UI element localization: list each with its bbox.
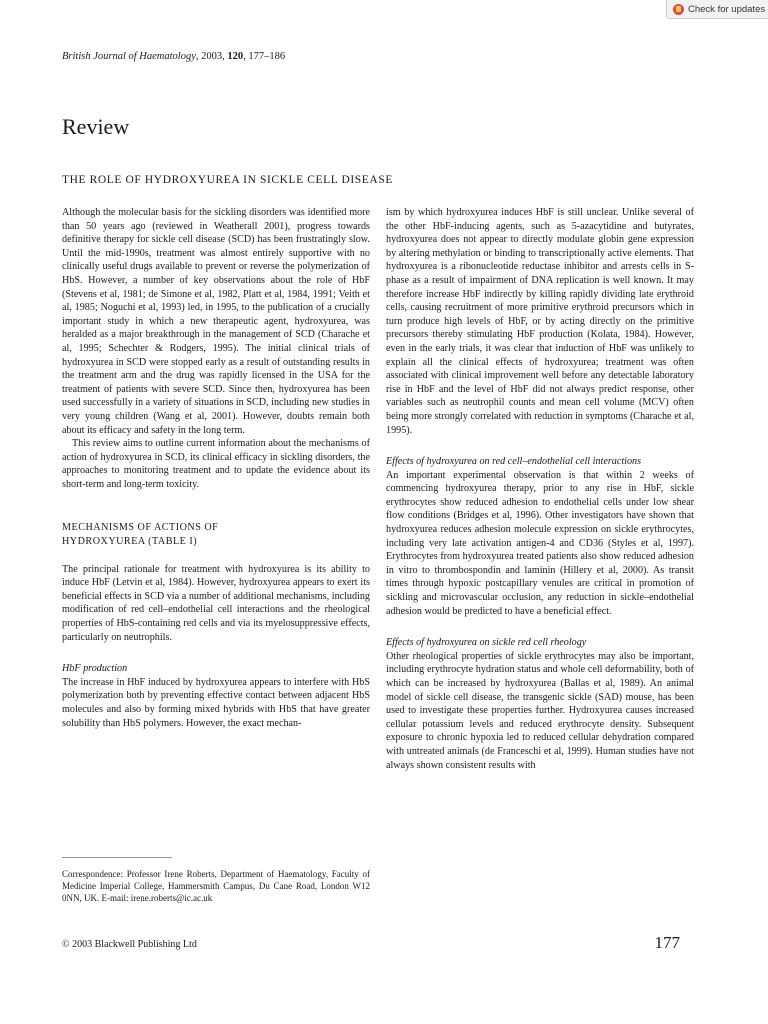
endothelial-heading: Effects of hydroxyurea on red cell–endothelial cell interactions <box>386 456 642 468</box>
page-number: 177 <box>654 933 680 952</box>
article-title: THE ROLE OF HYDROXYUREA IN SICKLE CELL DISEASE <box>62 174 393 186</box>
journal-volume: 120 <box>227 51 244 62</box>
check-for-updates-label: Check for updates <box>688 3 766 15</box>
intro-paragraph-1: Although the molecular basis for the sickling disorders was identified more than 50 years ago (reviewed in Weatherall 2001), progress towards definitive therapy for sickle cell disease (SCD) has been frustratingly slow. Until the mid-1990s, treatment was almost entirely supportive with no clinically useful drugs available to prevent or reverse the polymerization of HbS. However, a number of key observations about the role of HbF (Stevens et al, 1981; de Simone et al, 1982, Platt et al, 1984, 1991; Veith et al, 1985; Noguchi et al, 1993) led, in 1995, to the publication of a crucially important study in which a new therapeutic agent, hydroxyurea, was heralded as a major breakthrough in the management of SCD (Charache et al, 1995; Schechter & Rodgers, 1995). The initial clinical trials of hydroxyurea in SCD were stopped early as a result of outstanding results in the treatment arm and the drug was rapidly licensed in the USA for the treatment of patients with severe SCD. Since then, hydroxyurea has been used successfully in a variety of situations in SCD, including new studies in very young children (Wang et al, 2001). However, doubts remain both about its efficacy and safety in the long term. <box>62 207 370 436</box>
hbf-production-paragraph: The increase in HbF induced by hydroxyurea appears to interfere with HbS polymerization both by preventing effective contact between adjacent HbS molecules and also by forming mixed hybrids with HbS that have greater solubility than HbS polymers. However, the exact mechan- <box>62 676 370 729</box>
rheology-paragraph: Other rheological properties of sickle erythrocytes may also be important, including erythrocyte hydration status and whole cell deformability, both of which can be increased by hydroxyurea (Ballas et al, 1989). An animal model of sickle cell disease, the transgenic sickle (SAD) mouse, has been used to investigate these properties further. Hydroxyurea causes increased cellular potassium levels and reduced erythrocyte density. Subsequent exposure to chronic hypoxia led to reduced cellular dehydration compared with untreated animals (de Franceschi et al, 1999). Human studies have not always shown consistent results with <box>386 650 694 771</box>
intro-paragraph-2: This review aims to outline current information about the mechanisms of action of hydroxyurea in SCD, its clinical efficacy in sickling disorders, the approaches to monitoring treatment and to update the evidence about its short-term and long-term toxicity. <box>62 438 370 490</box>
endothelial-paragraph: An important experimental observation is that within 2 weeks of commencing hydroxyurea therapy, prior to any rise in HbF, sickle erythrocytes show reduced adhesion to endothelial cells under low shear flow conditions (Bridges et al, 1996). Other investigators have shown that hydroxyurea reduces adhesion molecule expression on sickle erythrocytes, including very late activation antigen-4 and CD36 (Styles et al, 1997). Erythrocytes from hydroxyurea treated patients also show reduced adhesion in vitro to thrombospondin and laminin (Hillery et al, 2000). As transit times through hypoxic postcapillary venules are critical in promotion of sickling and microvascular occlusion, any reduction in sickle–endothelial adhesion would be predicted to have a beneficial effect. <box>386 469 694 617</box>
rheology-heading: Effects of hydroxyurea on sickle red cell rheology <box>386 637 587 649</box>
section-label: Review <box>62 114 130 139</box>
journal-reference <box>62 51 285 62</box>
right-column <box>386 206 694 772</box>
left-column <box>62 206 370 730</box>
journal-pages: , 177–186 <box>243 51 286 62</box>
journal-name: British Journal of Haematology <box>62 51 196 62</box>
mechanisms-heading-line-1: MECHANISMS OF ACTIONS OF <box>62 522 219 534</box>
mechanisms-paragraph: The principal rationale for treatment with hydroxyurea is its ability to induce HbF (Letvin et al, 1984). However, hydroxyurea appears to exert its beneficial effects in SCD via a number of additional mechanisms, including modification of red cell–endothelial cell interactions and the rheological properties of HbS-containing red cells and via its myelosuppressive effects, particularly on neutrophils. <box>62 563 370 643</box>
journal-year: , 2003, <box>195 51 225 62</box>
crossmark-icon <box>673 4 684 15</box>
check-for-updates-badge[interactable] <box>666 0 768 19</box>
hbf-production-heading: HbF production <box>62 663 128 675</box>
mechanisms-heading-line-2: HYDROXYUREA (TABLE I) <box>62 536 198 548</box>
hbf-continued-paragraph: ism by which hydroxyurea induces HbF is still unclear. Unlike several of the other HbF-inducing agents, such as 5-azacytidine and butyrates, hydroxyurea does not appear to directly modulate globin gene expression by altering methylation or binding to transcriptionally active elements. That hydroxyurea is a ribonucleotide reductase inhibitor and arrests cells in S-phase as a result of impairment of DNA replication is well known. It may therefore increase HbF indirectly by killing rapidly dividing late erythroid cells, causing recruitment of more primitive erythroid precursors which in turn produce high levels of HbF, or by acting directly on the primitive precursors thereby stimulating HbF production (Kolata, 1984). However, even in the early trials, it was clear that induction of HbF was unlikely to explain all the clinical effects of hydroxyurea; treatment was often associated with clinical improvement well before any detectable laboratory rise in HbF and the level of HbF did not always predict response, other variables such as neutrophil counts and mean cell volume (MCV) often being more strongly correlated with reduction in symptoms (Charache et al, 1995). <box>386 207 694 436</box>
copyright-notice: © 2003 Blackwell Publishing Ltd <box>62 939 197 950</box>
mechanisms-heading <box>62 521 370 548</box>
correspondence-note: Correspondence: Professor Irene Roberts, Department of Haematology, Faculty of Medicine Imperial College, Hammersmith Campus, Du Cane Road, London W12 0NN, UK. E-mail: irene.roberts@ic.ac.uk <box>62 869 370 904</box>
